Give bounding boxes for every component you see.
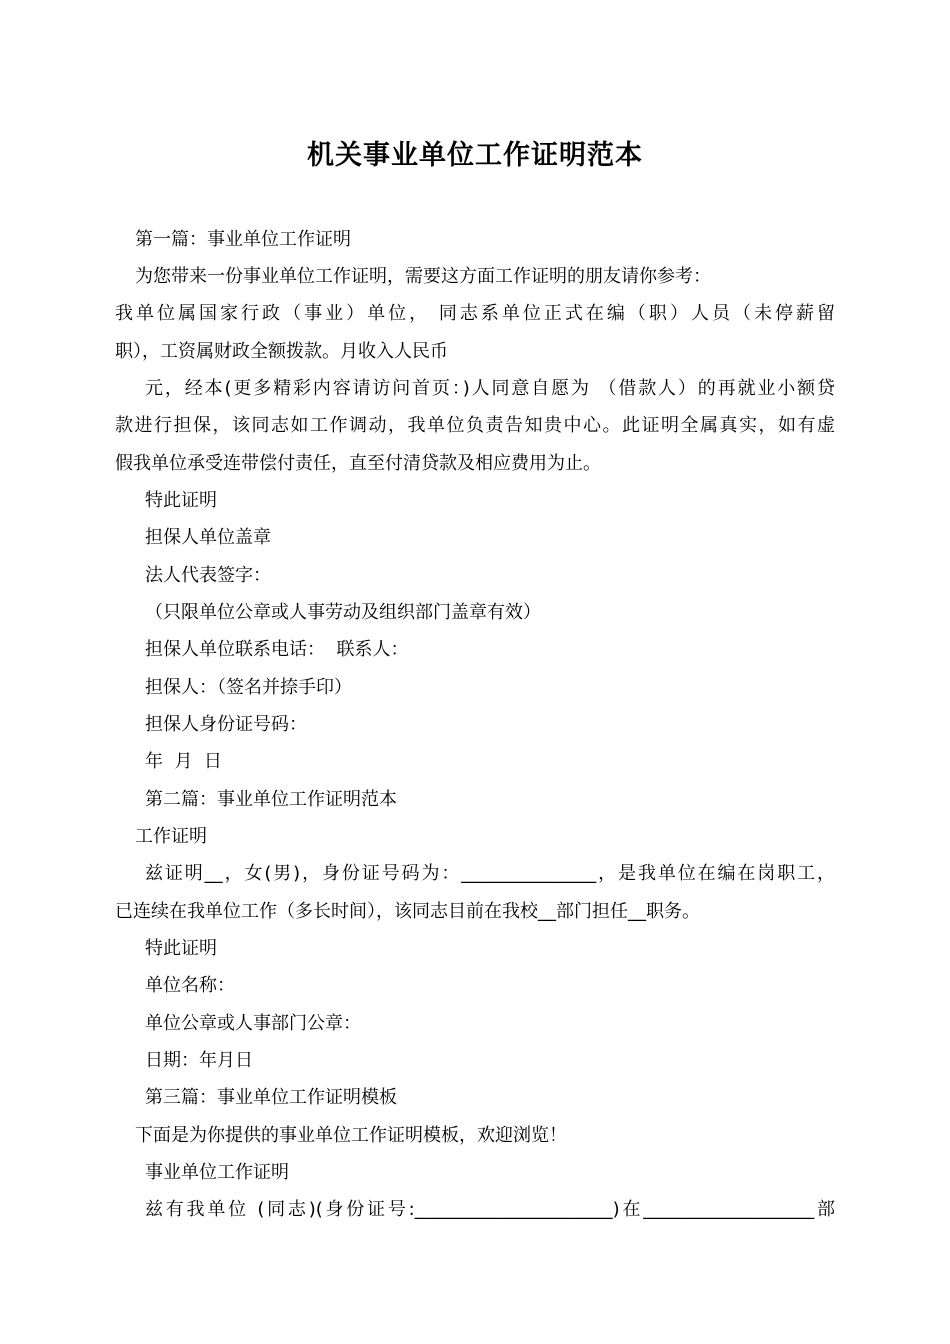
paragraph-line: 特此证明	[145, 490, 217, 511]
paragraph-line: 特此证明	[145, 938, 217, 959]
section-heading-1: 第一篇：事业单位工作证明	[135, 229, 351, 250]
section-heading-2: 第二篇：事业单位工作证明范本	[145, 789, 397, 810]
paragraph-line: 职），工资属财政全额拨款。月收入人民币	[115, 341, 448, 362]
paragraph-line: 款进行担保，该同志如工作调动，我单位负责告知贵中心。此证明全属真实，如有虚	[115, 415, 835, 436]
paragraph-line: 日期：年月日	[145, 1050, 253, 1071]
paragraph-line: 担保人单位盖章	[145, 527, 271, 548]
paragraph-line: 兹证明__，女(男)，身份证号码为：_______________，是我单位在编在岗职工，	[145, 863, 835, 884]
paragraph-line: 法人代表签字：	[145, 565, 271, 586]
paragraph-line: 单位名称：	[145, 975, 235, 996]
section-heading-3: 第三篇：事业单位工作证明模板	[145, 1087, 397, 1108]
document-title: 机关事业单位工作证明范本	[307, 140, 643, 171]
paragraph-line: 为您带来一份事业单位工作证明，需要这方面工作证明的朋友请你参考：	[135, 266, 711, 287]
paragraph-line: 假我单位承受连带偿付责任，直至付清贷款及相应费用为止。	[115, 453, 601, 474]
paragraph-line: 元，经本(更多精彩内容请访问首页：)人同意自愿为 （借款人）的再就业小额贷	[145, 378, 835, 399]
paragraph-line: 下面是为你提供的事业单位工作证明模板，欢迎浏览！	[135, 1125, 567, 1146]
paragraph-line: （只限单位公章或人事劳动及组织部门盖章有效）	[145, 602, 541, 623]
paragraph-line: 担保人单位联系电话： 联系人：	[145, 639, 409, 660]
paragraph-line: 已连续在我单位工作（多长时间），该同志目前在我校__部门担任__职务。	[115, 901, 700, 922]
paragraph-line: 单位公章或人事部门公章：	[145, 1013, 361, 1034]
paragraph-line: 我单位属国家行政（事业）单位， 同志系单位正式在编（职）人员（未停薪留	[115, 303, 835, 324]
paragraph-line: 担保人身份证号码：	[145, 714, 307, 735]
paragraph-line: 事业单位工作证明	[145, 1162, 289, 1183]
paragraph-line: 工作证明	[135, 826, 207, 847]
paragraph-line: 年 月 日	[145, 751, 222, 772]
paragraph-line: 兹有我单位 (同志)(身份证号:______________________)在___________________部	[145, 1199, 835, 1220]
paragraph-line: 担保人：（签名并捺手印）	[145, 677, 352, 698]
